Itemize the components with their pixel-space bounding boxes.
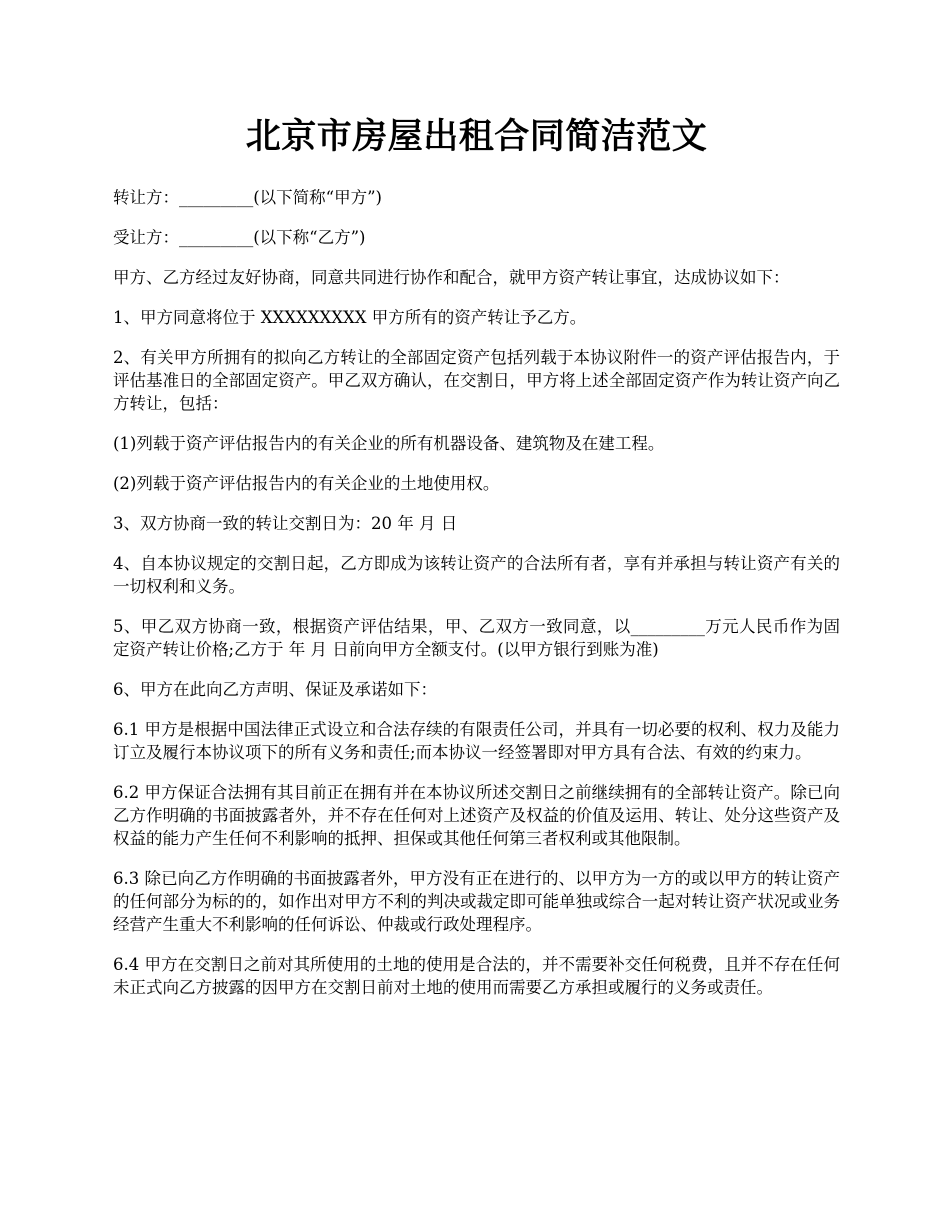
clause-6-2: 6.2 甲方保证合法拥有其目前正在拥有并在本协议所述交割日之前继续拥有的全部转让资产。除已向乙方作明确的书面披露者外，并不存在任何对上述资产及权益的价值及运用、转让、处分这些资产及权益的能力产生任何不利影响的抵押、担保或其他任何第三者权利或其他限制。 (113, 783, 840, 848)
clause-2-item-1: (1)列载于资产评估报告内的有关企业的所有机器设备、建筑物及在建工程。 (113, 434, 665, 453)
clause-2: 2、有关甲方所拥有的拟向乙方转让的全部固定资产包括列载于本协议附件一的资产评估报告内，于评估基准日的全部固定资产。甲乙双方确认，在交割日，甲方将上述全部固定资产作为转让资产向乙方转让，包括： (113, 348, 840, 413)
document-page (113, 112, 840, 1016)
transferor-line: 转让方：_________(以下简称“甲方”) (113, 188, 382, 207)
clause-1: 1、甲方同意将位于 XXXXXXXXX 甲方所有的资产转让予乙方。 (113, 308, 587, 327)
clause-6-3: 6.3 除已向乙方作明确的书面披露者外，甲方没有正在进行的、以甲方为一方的或以甲方的转让资产的任何部分为标的的，如作出对甲方不利的判决或裁定即可能单独或综合一起对转让资产状况或业务经营产生重大不利影响的任何诉讼、仲裁或行政处理程序。 (113, 869, 840, 934)
clause-6: 6、甲方在此向乙方声明、保证及承诺如下： (113, 680, 437, 699)
clause-4: 4、自本协议规定的交割日起，乙方即成为该转让资产的合法所有者，享有并承担与转让资产有关的一切权利和义务。 (113, 554, 840, 596)
clause-5: 5、甲乙双方协商一致，根据资产评估结果，甲、乙双方一致同意，以_________万元人民币作为固定资产转让价格;乙方于 年 月 日前向甲方全额支付。(以甲方银行到账为准) (113, 617, 840, 659)
intro-paragraph: 甲方、乙方经过友好协商，同意共同进行协作和配合，就甲方资产转让事宜，达成协议如下： (113, 268, 790, 287)
clause-6-1: 6.1 甲方是根据中国法律正式设立和合法存续的有限责任公司，并具有一切必要的权利、权力及能力订立及履行本协议项下的所有义务和责任;而本协议一经签署即对甲方具有合法、有效的约束力。 (113, 720, 840, 762)
clause-6-4: 6.4 甲方在交割日之前对其所使用的土地的使用是合法的，并不需要补交任何税费，且并不存在任何未正式向乙方披露的因甲方在交割日前对土地的使用而需要乙方承担或履行的义务或责任。 (113, 955, 840, 997)
clause-3: 3、双方协商一致的转让交割日为：20 年 月 日 (113, 514, 458, 533)
transferee-line: 受让方：_________(以下称“乙方”) (113, 228, 366, 247)
clause-2-item-2: (2)列载于资产评估报告内的有关企业的土地使用权。 (113, 474, 500, 493)
document-title: 北京市房屋出租合同简洁范文 (245, 116, 708, 157)
